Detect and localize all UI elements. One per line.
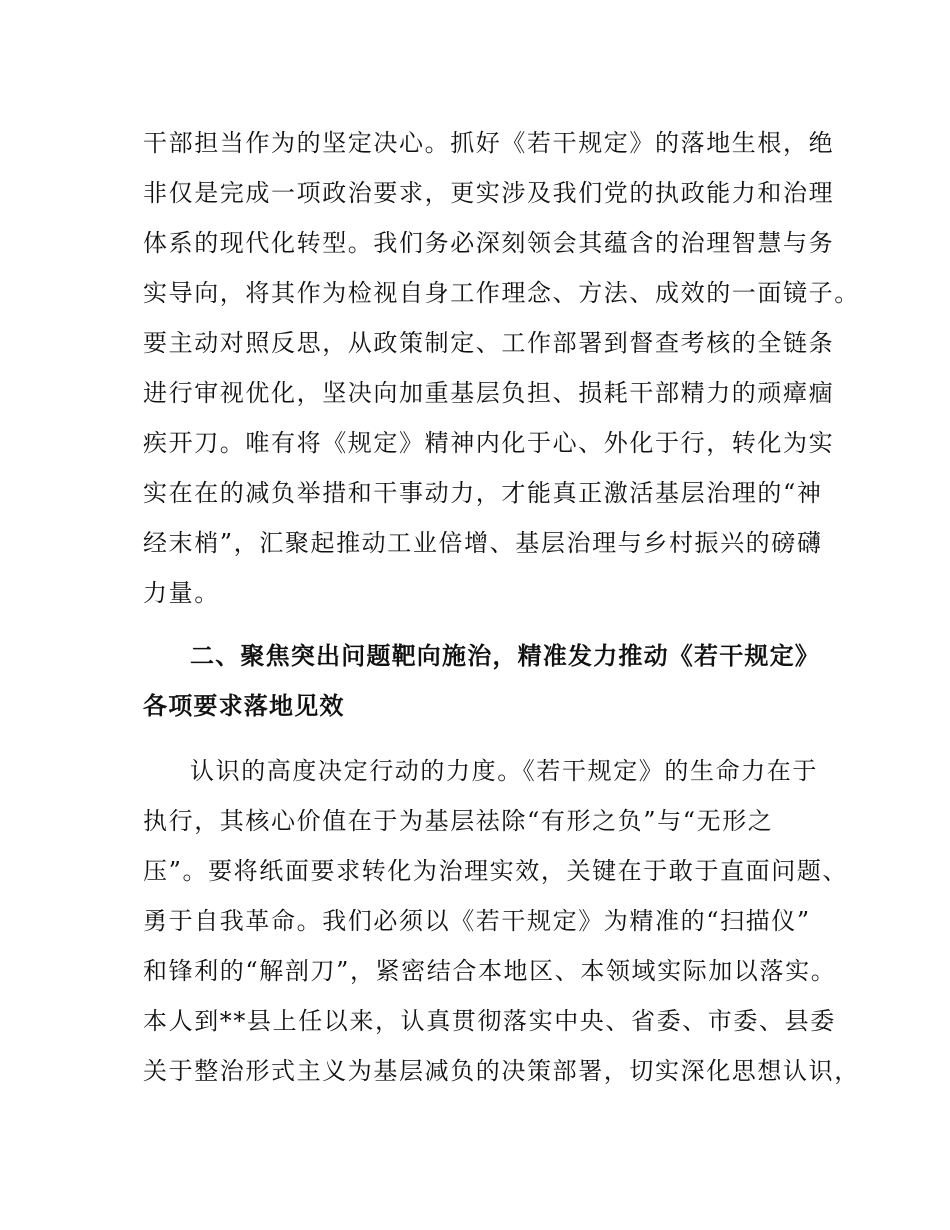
paragraph-line: 关于整治形式主义为基层减负的决策部署，切实深化思想认识， — [143, 1057, 860, 1085]
paragraph-line: 实在在的减负举措和干事动力，才能真正激活基层治理的“神 — [143, 479, 823, 507]
paragraph-line: 勇于自我革命。我们必须以《若干规定》为精准的“扫描仪” — [143, 907, 811, 935]
section-heading-line: 二、聚焦突出问题靶向施治，精准发力推动《若干规定》 — [190, 642, 820, 670]
section-heading-line: 各项要求落地见效 — [143, 692, 345, 720]
paragraph-line: 压”。要将纸面要求转化为治理实效，关键在于敢于直面问题、 — [143, 857, 849, 885]
paragraph-line: 体系的现代化转型。我们务必深刻领会其蕴含的治理智慧与务 — [143, 229, 835, 257]
paragraph-line: 要主动对照反思，从政策制定、工作部署到督查考核的全链条 — [143, 329, 835, 357]
paragraph-line: 干部担当作为的坚定决心。抓好《若干规定》的落地生根，绝 — [143, 129, 835, 157]
paragraph-line: 非仅是完成一项政治要求，更实涉及我们党的执政能力和治理 — [143, 179, 835, 207]
paragraph-line: 力量。 — [143, 579, 220, 607]
paragraph-line: 实导向，将其作为检视自身工作理念、方法、成效的一面镜子。 — [143, 279, 860, 307]
paragraph-line: 和锋利的“解剖刀”，紧密结合本地区、本领域实际加以落实。 — [143, 957, 837, 985]
paragraph-line: 经末梢”，汇聚起推动工业倍增、基层治理与乡村振兴的磅礴 — [143, 529, 823, 557]
paragraph-line: 进行审视优化，坚决向加重基层负担、损耗干部精力的顽瘴痼 — [143, 379, 835, 407]
paragraph-line: 执行，其核心价值在于为基层祛除“有形之负”与“无形之 — [143, 807, 774, 835]
paragraph-line: 本人到**县上任以来，认真贯彻落实中央、省委、市委、县委 — [143, 1007, 836, 1035]
paragraph-line: 疾开刀。唯有将《规定》精神内化于心、外化于行，转化为实 — [143, 429, 835, 457]
paragraph-line: 认识的高度决定行动的力度。《若干规定》的生命力在于 — [190, 757, 818, 785]
